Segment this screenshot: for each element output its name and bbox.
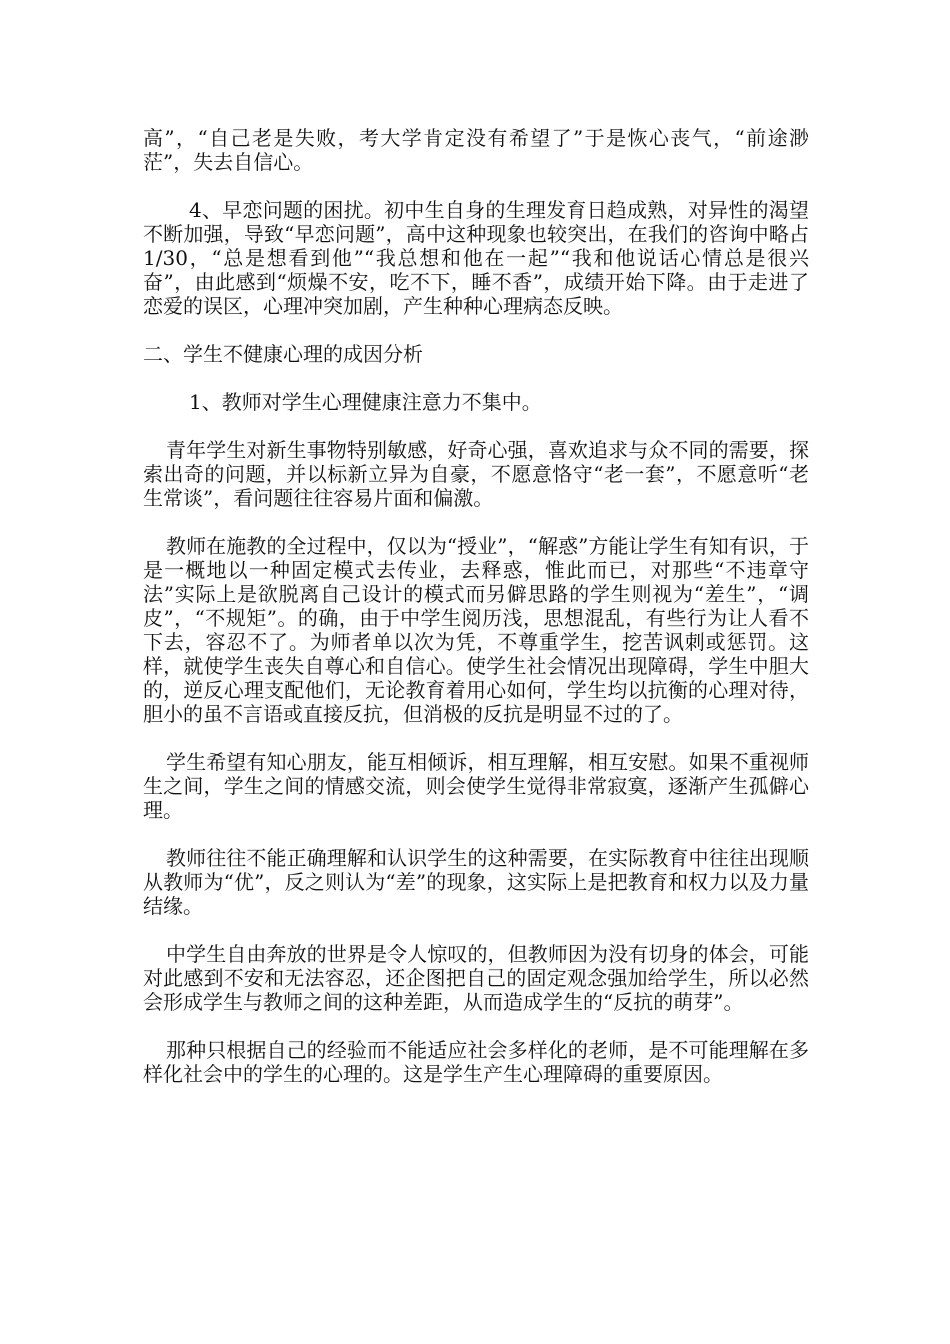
paragraph-continuation: 高”，“自己老是失败，考大学肯定没有希望了”于是恢心丧气，“前途渺茫”，失去自信心。 bbox=[143, 126, 809, 174]
document-body bbox=[143, 126, 809, 1110]
paragraph-puppy-love: 4、早恋问题的困扰。初中生自身的生理发育日趋成熟，对异性的渴望不断加强，导致“早恋问题”，高中这种现象也较突出，在我们的咨询中略占1/30，“总是想看到他”“我总想和他在一起”“我和他说话心情总是很兴奋”，由此感到“烦燥不安，吃不下，睡不香”，成绩开始下降。由于走进了恋爱的误区，心理冲突加剧，产生种种心理病态反映。 bbox=[143, 198, 809, 318]
paragraph-experience: 那种只根据自己的经验而不能适应社会多样化的老师，是不可能理解在多样化社会中的学生的心理的。这是学生产生心理障碍的重要原因。 bbox=[143, 1038, 809, 1086]
section-heading: 二、学生不健康心理的成因分析 bbox=[143, 342, 423, 366]
paragraph-teacher-teaching: 教师在施教的全过程中，仅以为“授业”，“解惑”方能让学生有知有识，于是一概地以一种固定模式去传业，去释惑，惟此而已，对那些“不违章守法”实际上是欲脱离自己设计的模式而另僻思路的学生则视为“差生”，“调皮”，“不规矩”。的确，由于中学生阅历浅，思想混乱，有些行为让人看不下去，容忍不了。为师者单以次为凭，不尊重学生，挖苦讽刺或惩罚。这样，就使学生丧失自尊心和自信心。使学生社会情况出现障碍，学生中胆大的，逆反心理支配他们，无论教育着用心如何，学生均以抗衡的心理对待，胆小的虽不言语或直接反抗，但消极的反抗是明显不过的了。 bbox=[143, 534, 809, 726]
paragraph-youth-sensitivity: 青年学生对新生事物特别敏感，好奇心强，喜欢追求与众不同的需要，探索出奇的问题，并以标新立异为自豪，不愿意恪守“老一套”，不愿意听“老生常谈”，看问题往往容易片面和偏激。 bbox=[143, 438, 809, 510]
paragraph-teacher-misunderstanding: 教师往往不能正确理解和认识学生的这种需要，在实际教育中往往出现顺从教师为“优”，反之则认为“差”的现象，这实际上是把教育和权力以及力量结缘。 bbox=[143, 846, 809, 918]
paragraph-free-world: 中学生自由奔放的世界是令人惊叹的，但教师因为没有切身的体会，可能对此感到不安和无法容忍，还企图把自己的固定观念强加给学生，所以必然会形成学生与教师之间的这种差距，从而造成学生的“反抗的萌芽”。 bbox=[143, 942, 809, 1014]
subsection-heading: 1、教师对学生心理健康注意力不集中。 bbox=[189, 390, 542, 414]
paragraph-friendship: 学生希望有知心朋友，能互相倾诉，相互理解，相互安慰。如果不重视师生之间，学生之间的情感交流，则会使学生觉得非常寂寞，逐渐产生孤僻心理。 bbox=[143, 750, 809, 822]
